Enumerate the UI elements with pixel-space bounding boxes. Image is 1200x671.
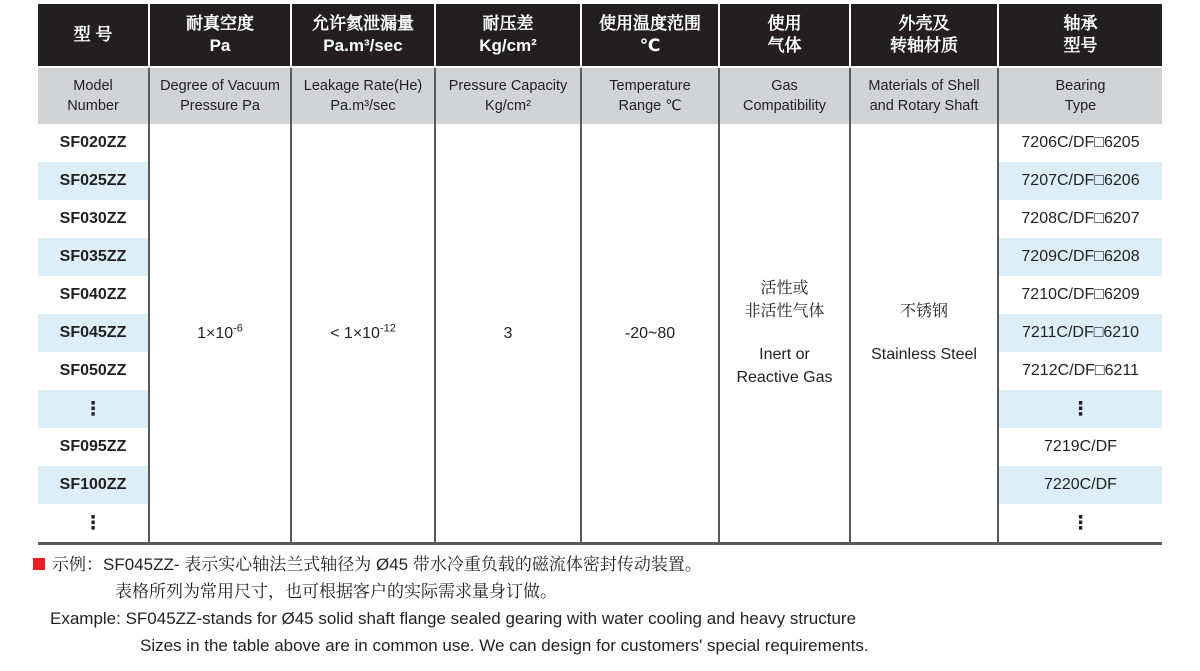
model-cell-10: ⋮ bbox=[83, 512, 103, 534]
pressure-value: 3 bbox=[503, 324, 513, 342]
header-zh-col-6-line1: 外壳及 bbox=[898, 14, 950, 33]
bearing-cell-5: 7211C/DF□6210 bbox=[999, 314, 1162, 352]
header-zh-col-2-line2: Pa.m³/sec bbox=[323, 36, 403, 55]
model-cell-7: ⋮ bbox=[38, 390, 148, 428]
bearing-cell-3: 7209C/DF□6208 bbox=[999, 238, 1162, 276]
model-cell-6: SF050ZZ bbox=[59, 362, 127, 379]
header-zh-col-5-line1: 使用 bbox=[767, 14, 802, 33]
leakage-value: < $1\times 10^{-12}$ bbox=[330, 322, 396, 342]
header-en-col-0-line1: Model bbox=[73, 78, 113, 94]
header-zh-col-7 bbox=[997, 4, 1162, 66]
header-en-col-3-line1: Pressure Capacity bbox=[448, 78, 568, 94]
header-en-col-7 bbox=[997, 68, 1162, 124]
header-zh-col-1-line2: Pa bbox=[209, 36, 231, 55]
header-zh-col-5 bbox=[718, 4, 849, 66]
header-zh-col-4-line1: 使用温度范围 bbox=[599, 14, 701, 33]
gas-value-cell bbox=[718, 124, 849, 542]
spec-table bbox=[38, 4, 1162, 545]
gas-zh-line1: 活性或 bbox=[760, 280, 809, 297]
pressure-value-cell bbox=[434, 124, 580, 542]
header-en-col-5-line1: Gas bbox=[771, 78, 798, 94]
header-en-col-4-line1: Temperature bbox=[609, 78, 691, 94]
model-cell-9: SF100ZZ bbox=[38, 466, 148, 504]
header-en-col-7-line1: Bearing bbox=[1055, 78, 1106, 94]
header-zh-col-5-line2: 气体 bbox=[767, 36, 802, 55]
model-cell-4: SF040ZZ bbox=[59, 286, 127, 303]
gas-en-line2: Reactive Gas bbox=[736, 369, 833, 386]
vacuum-value-cell bbox=[148, 124, 290, 542]
note-en-line2: Sizes in the table above are in common use. We can design for customers' special requirements. bbox=[140, 636, 869, 655]
header-zh-col-1-line1: 耐真空度 bbox=[186, 14, 254, 33]
header-zh-col-4-line2: ℃ bbox=[639, 36, 661, 55]
header-zh-col-6 bbox=[849, 4, 997, 66]
note-zh-line2: 表格所列为常用尺寸，也可根据客户的实际需求量身订做。 bbox=[115, 582, 557, 601]
bearing-cell-7: ⋮ bbox=[999, 390, 1162, 428]
header-en-col-5-line2: Compatibility bbox=[743, 98, 826, 114]
header-zh-col-3 bbox=[434, 4, 580, 66]
header-en-col-2 bbox=[290, 68, 434, 124]
bearing-cell-4: 7210C/DF□6209 bbox=[1021, 286, 1140, 303]
note-en-line1: Example: SF045ZZ-stands for Ø45 solid shaft flange sealed gearing with water cooling and heavy structure bbox=[50, 609, 857, 628]
temperature-value: -20~80 bbox=[624, 324, 676, 342]
header-en-col-4-line2: Range ℃ bbox=[618, 98, 682, 114]
bearing-type-column bbox=[997, 124, 1162, 542]
header-zh-col-6-line2: 转轴材质 bbox=[890, 36, 958, 55]
header-en-col-2-line2: Pa.m³/sec bbox=[330, 98, 396, 114]
header-zh-col-0 bbox=[38, 4, 148, 66]
header-zh-col-4 bbox=[580, 4, 718, 66]
header-en-col-4 bbox=[580, 68, 718, 124]
header-zh-col-3-line1: 耐压差 bbox=[482, 14, 534, 33]
material-zh: 不锈钢 bbox=[899, 303, 948, 320]
header-zh-col-7-line2: 型号 bbox=[1063, 36, 1098, 55]
material-en: Stainless Steel bbox=[871, 346, 977, 363]
model-cell-0: SF020ZZ bbox=[59, 134, 127, 151]
header-en-col-0 bbox=[38, 68, 148, 124]
header-en-col-7-line2: Type bbox=[1064, 98, 1097, 114]
bearing-cell-1: 7207C/DF□6206 bbox=[999, 162, 1162, 200]
header-en-col-6-line2: and Rotary Shaft bbox=[869, 98, 979, 114]
table-header-en bbox=[38, 68, 1162, 124]
model-cell-5: SF045ZZ bbox=[38, 314, 148, 352]
note-zh-line1-wrap bbox=[33, 551, 869, 578]
bearing-cell-6: 7212C/DF□6211 bbox=[1022, 362, 1139, 379]
header-zh-col-7-line1: 轴承 bbox=[1063, 14, 1098, 33]
material-value-cell bbox=[849, 124, 997, 542]
header-en-col-0-line2: Number bbox=[67, 98, 119, 114]
header-en-col-1 bbox=[148, 68, 290, 124]
bearing-cell-0: 7206C/DF□6205 bbox=[1021, 134, 1140, 151]
red-square-bullet bbox=[33, 558, 45, 570]
table-header-zh bbox=[38, 4, 1162, 66]
gas-zh-line2: 非活性气体 bbox=[744, 303, 825, 320]
leakage-value-cell bbox=[290, 124, 434, 542]
header-zh-col-0-line1: 型 号 bbox=[73, 25, 113, 44]
note-zh-line1: 示例：SF045ZZ- 表示实心轴法兰式轴径为 Ø45 带水冷重负载的磁流体密封传动装置。 bbox=[52, 555, 702, 574]
header-en-col-2-line1: Leakage Rate(He) bbox=[303, 78, 423, 94]
notes-section bbox=[33, 551, 869, 659]
bearing-cell-10: ⋮ bbox=[1071, 512, 1090, 534]
table-body bbox=[38, 124, 1162, 545]
header-en-col-3-line2: Kg/cm² bbox=[485, 98, 531, 114]
header-zh-col-1 bbox=[148, 4, 290, 66]
header-en-col-6-line1: Materials of Shell bbox=[868, 78, 980, 94]
header-en-col-1-line1: Degree of Vacuum bbox=[160, 78, 280, 94]
model-cell-3: SF035ZZ bbox=[38, 238, 148, 276]
header-en-col-5 bbox=[718, 68, 849, 124]
header-en-col-1-line2: Pressure Pa bbox=[180, 98, 260, 114]
model-cell-1: SF025ZZ bbox=[38, 162, 148, 200]
vacuum-value: $1\times 10^{-6}$ bbox=[197, 322, 243, 342]
model-number-column bbox=[38, 124, 148, 542]
header-zh-col-2 bbox=[290, 4, 434, 66]
header-en-col-6 bbox=[849, 68, 997, 124]
temperature-value-cell bbox=[580, 124, 718, 542]
header-zh-col-3-line2: Kg/cm² bbox=[479, 36, 537, 55]
bearing-cell-2: 7208C/DF□6207 bbox=[1021, 210, 1140, 227]
bearing-cell-9: 7220C/DF bbox=[999, 466, 1162, 504]
gas-en-line1: Inert or bbox=[759, 346, 810, 363]
model-cell-8: SF095ZZ bbox=[59, 438, 127, 455]
header-zh-col-2-line1: 允许氦泄漏量 bbox=[312, 14, 414, 33]
bearing-cell-8: 7219C/DF bbox=[1044, 438, 1117, 455]
model-cell-2: SF030ZZ bbox=[59, 210, 127, 227]
header-en-col-3 bbox=[434, 68, 580, 124]
